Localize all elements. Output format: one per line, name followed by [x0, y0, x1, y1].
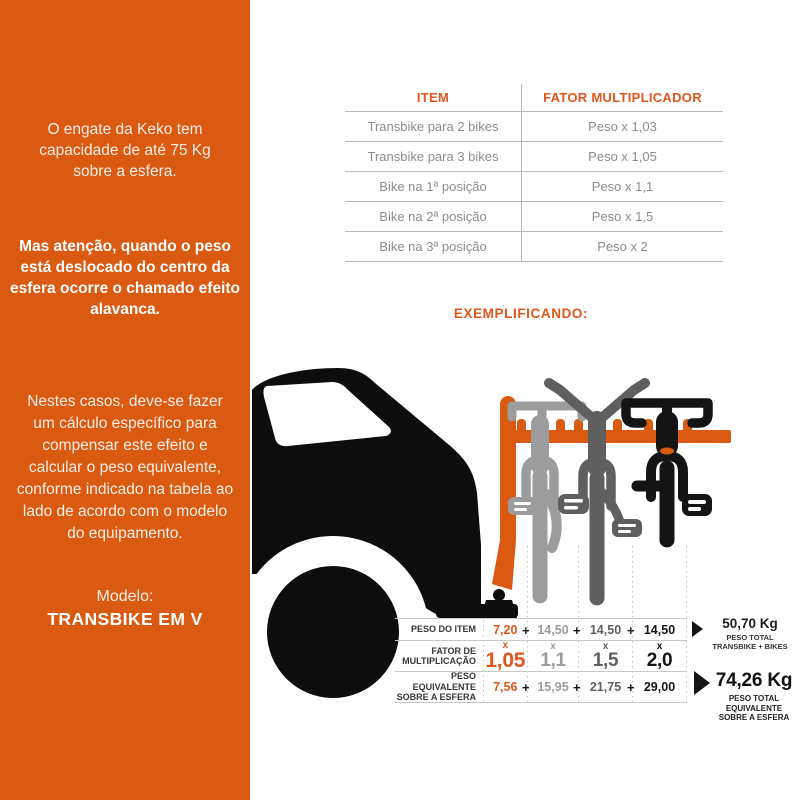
- calc-equivalent-weight: 15,95: [528, 672, 579, 703]
- factor-table: [345, 84, 723, 262]
- table-cell: Peso x 1,03: [522, 112, 723, 142]
- total-equivalent-weight: 74,26 Kg PESO TOTAL EQUIVALENTE SOBRE A ESFERA: [715, 670, 793, 722]
- calc-multiplier: x 1,5: [579, 641, 633, 672]
- sidebar-instruction-text: Nestes casos, deve-se fazer um cálculo específico para compensar este efeito e calcular o peso equivalente, conforme indicado na tabela ao lado de acordo com o modelo do equipamento.: [16, 393, 234, 542]
- calc-row-label-peso-item: PESO DO ITEM: [395, 619, 483, 641]
- calc-item-weight: 14,50: [528, 619, 579, 641]
- table-row: Transbike para 2 bikes: [345, 112, 522, 142]
- model-label: Modelo:: [96, 588, 154, 605]
- table-cell: Peso x 2: [522, 232, 723, 262]
- sidebar: [0, 0, 250, 800]
- plus-icon: +: [627, 680, 635, 695]
- rack-post: [492, 396, 516, 590]
- sidebar-capacity-text: O engate da Keko tem capacidade de até 75 Kg sobre a esfera.: [39, 121, 211, 180]
- table-row: Bike na 3ª posição: [345, 232, 522, 262]
- calc-equivalent-weight: 7,56: [483, 672, 528, 703]
- plus-icon: +: [627, 623, 635, 638]
- factor-table-header-item: ITEM: [345, 84, 522, 112]
- bike-3: [626, 403, 712, 540]
- calc-multiplier: x 1,05: [483, 641, 528, 672]
- sidebar-warning-text: Mas atenção, quando o peso está deslocado do centro da esfera ocorre o chamado efeito alavanca.: [10, 238, 240, 318]
- calc-equivalent-weight: 21,75: [579, 672, 633, 703]
- hitch-ball-mount: [481, 589, 517, 618]
- table-row: Bike na 1ª posição: [345, 172, 522, 202]
- table-row: Transbike para 3 bikes: [345, 142, 522, 172]
- plus-icon: +: [573, 623, 581, 638]
- table-cell: Peso x 1,1: [522, 172, 723, 202]
- calc-table: [395, 618, 687, 703]
- table-cell: Peso x 1,05: [522, 142, 723, 172]
- calc-row-label-peso-equivalente: PESO EQUIVALENTE SOBRE A ESFERA: [395, 672, 483, 703]
- calc-item-weight: 7,20: [483, 619, 528, 641]
- model-name: TRANSBIKE EM V: [47, 609, 203, 629]
- plus-icon: +: [522, 623, 530, 638]
- car-wheel: [267, 566, 399, 698]
- total-item-weight: 50,70 Kg PESO TOTAL TRANSBIKE + BIKES: [712, 616, 788, 651]
- table-cell: Peso x 1,5: [522, 202, 723, 232]
- plus-icon: +: [573, 680, 581, 695]
- calc-row-label-fator: FATOR DE MULTIPLICAÇÃO: [395, 641, 483, 672]
- calc-item-weight: 14,50: [579, 619, 633, 641]
- plus-icon: +: [522, 680, 530, 695]
- calc-multiplier: x 2,0: [633, 641, 687, 672]
- factor-table-header-factor: FATOR MULTIPLICADOR: [522, 84, 723, 112]
- arrow-right-icon: [692, 621, 703, 637]
- calc-equivalent-weight: 29,00: [633, 672, 687, 703]
- calc-multiplier: x 1,1: [528, 641, 579, 672]
- example-heading: EXEMPLIFICANDO:: [453, 306, 589, 321]
- calc-item-weight: 14,50: [633, 619, 687, 641]
- table-row: Bike na 2ª posição: [345, 202, 522, 232]
